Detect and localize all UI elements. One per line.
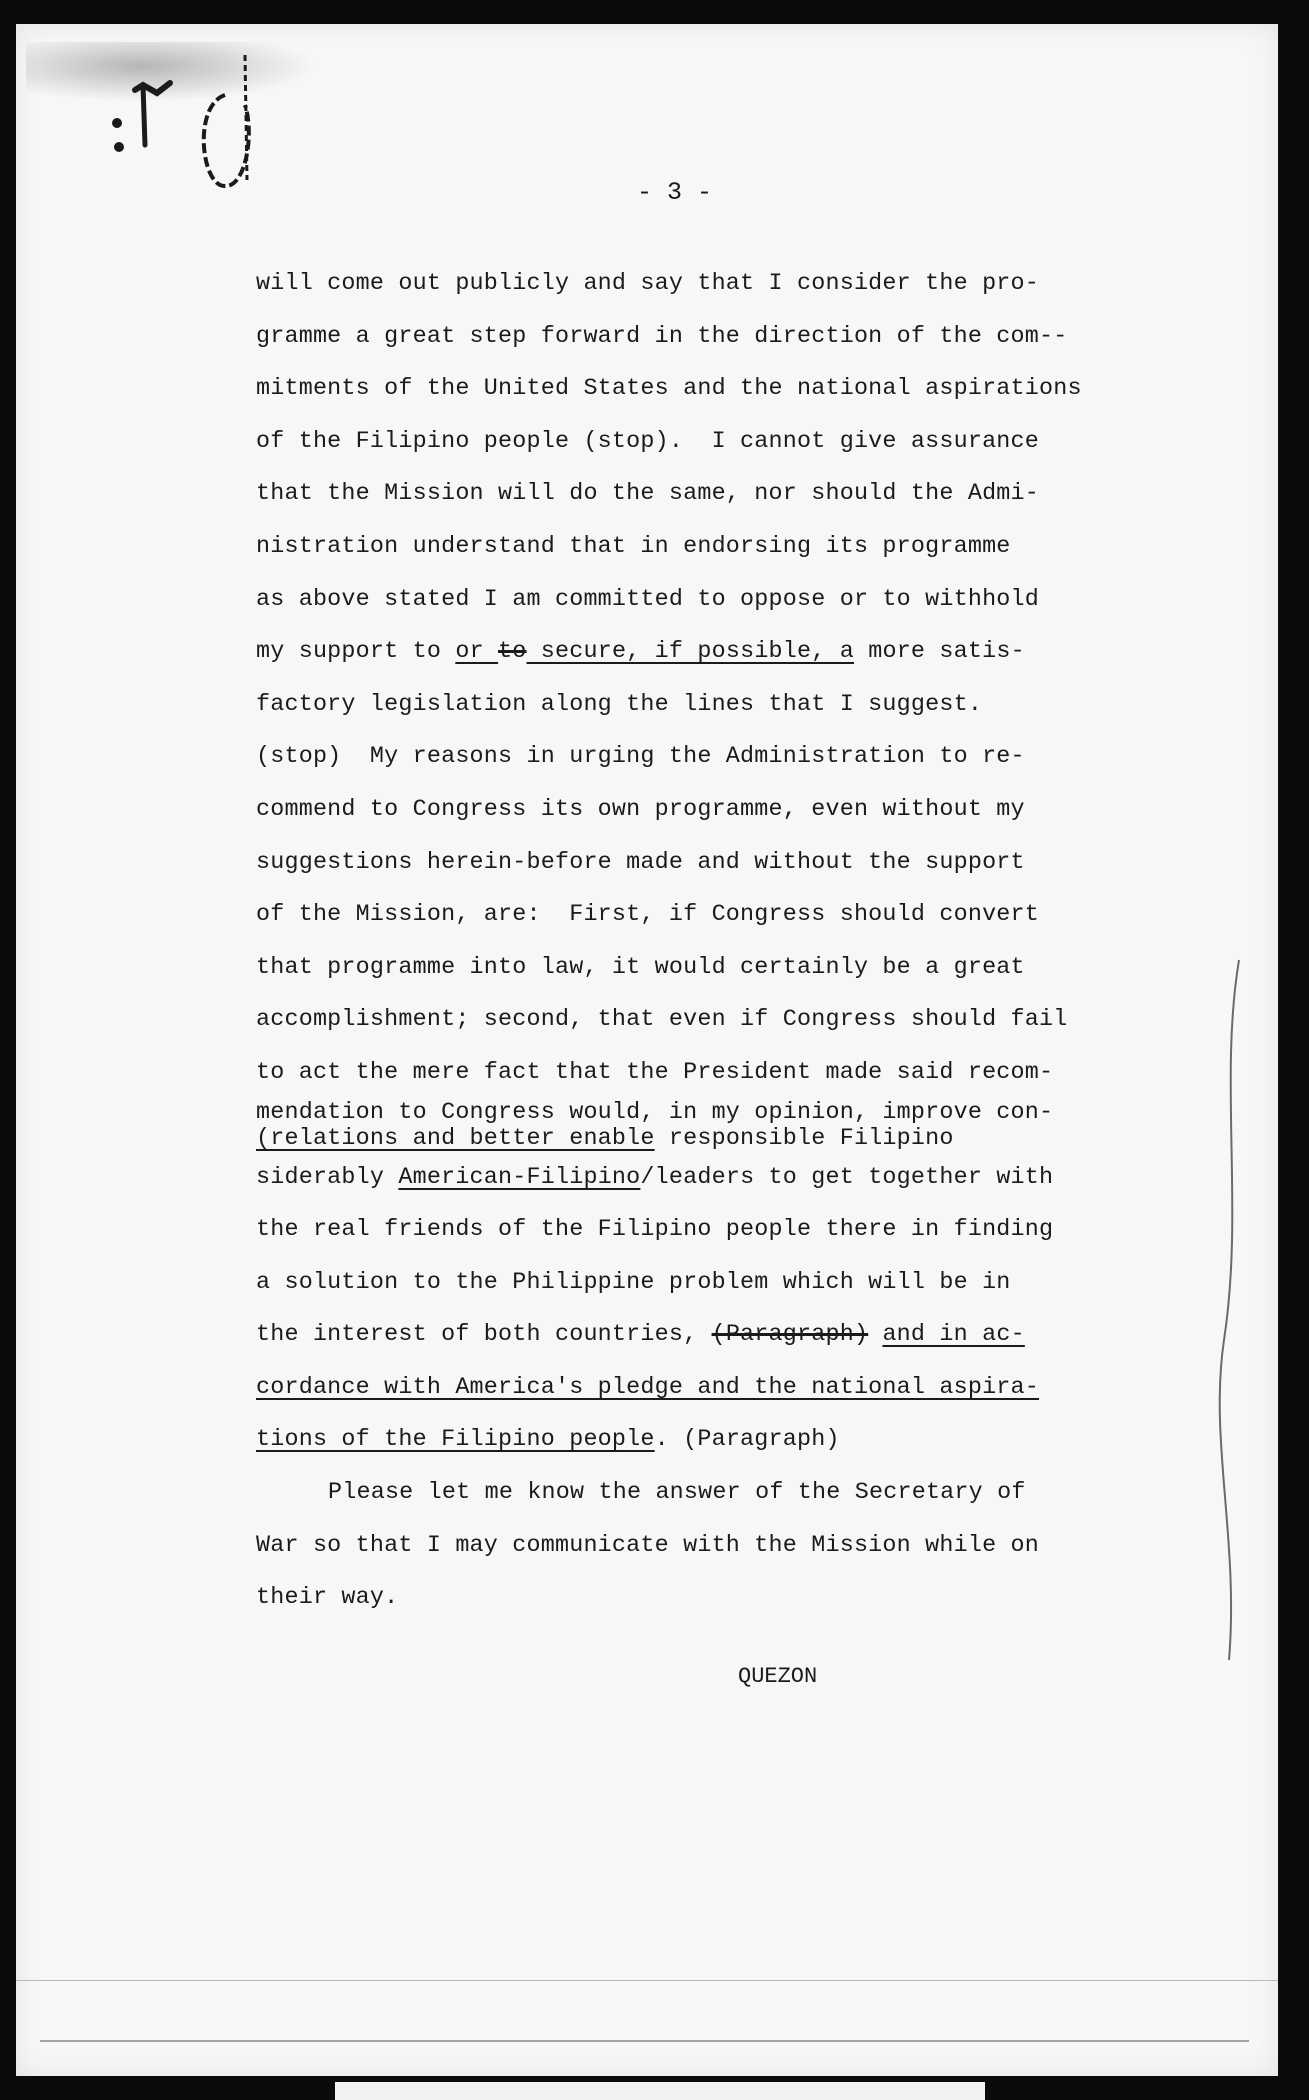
text-segment: (Paragraph) — [711, 1322, 869, 1349]
text-line — [256, 468, 1216, 521]
text-segment: that the Mission will do the same, nor should the Admi- — [256, 481, 1040, 508]
text-line — [256, 574, 1216, 627]
text-line — [256, 521, 1216, 574]
scan-label-area — [335, 2082, 985, 2100]
signature: QUEZON — [738, 1664, 818, 1689]
text-segment: Please let me know the answer of the Secretary of — [328, 1480, 1026, 1507]
text-line — [256, 1047, 1216, 1100]
page-number: - 3 - — [636, 178, 712, 207]
text-line — [256, 363, 1216, 416]
text-segment: (stop) My reasons in urging the Administration to re- — [256, 744, 1025, 771]
text-line — [256, 1126, 1216, 1152]
text-line — [256, 942, 1216, 995]
text-line — [256, 1309, 1216, 1362]
text-segment: their way. — [256, 1585, 399, 1612]
text-segment: that programme into law, it would certainly be a great — [256, 954, 1025, 981]
text-segment: factory legislation along the lines that I suggest. — [256, 691, 983, 718]
handwritten-annotation-mark — [95, 35, 295, 195]
text-segment: (relations and better enable — [256, 1125, 655, 1152]
text-segment: as above stated I am committed to oppose or to withhold — [256, 586, 1040, 613]
text-segment: to — [498, 639, 527, 666]
text-line — [256, 679, 1216, 732]
text-segment: responsible Filipino — [654, 1125, 954, 1152]
text-segment: of the Filipino people (stop). I cannot give assurance — [256, 428, 1040, 455]
text-line — [256, 1204, 1216, 1257]
text-segment: siderably — [256, 1164, 399, 1191]
text-line — [256, 1467, 1216, 1520]
text-segment: . (Paragraph) — [654, 1427, 840, 1454]
text-line — [256, 1100, 1216, 1126]
text-segment: my support to — [256, 639, 456, 666]
text-segment: cordance with America's pledge and the national aspira- — [256, 1374, 1040, 1401]
text-line — [256, 1362, 1216, 1415]
text-line — [256, 626, 1216, 679]
text-segment: tions of the Filipino people — [256, 1427, 655, 1454]
page-bottom-rule — [16, 1980, 1278, 1981]
text-segment: will come out publicly and say that I consider the pro- — [256, 271, 1040, 297]
text-line — [256, 994, 1216, 1047]
text-segment: accomplishment; second, that even if Congress should fail — [256, 1007, 1068, 1034]
scan-bottom-strip — [40, 2040, 1249, 2064]
text-segment: the interest of both countries, — [256, 1322, 712, 1349]
text-segment: nistration understand that in endorsing its programme — [256, 533, 1011, 560]
text-segment: War so that I may communicate with the Mission while on — [256, 1532, 1040, 1559]
text-segment: American-Filipino — [398, 1164, 641, 1191]
text-segment: of the Mission, are: First, if Congress should convert — [256, 902, 1040, 929]
text-line — [256, 1572, 1216, 1625]
text-segment: a solution to the Philippine problem which will be in — [256, 1269, 1011, 1296]
letter-body — [256, 258, 1216, 1625]
text-segment: suggestions herein-before made and without the support — [256, 849, 1025, 876]
text-segment — [868, 1322, 882, 1348]
text-line — [256, 1414, 1216, 1467]
text-segment: gramme a great step forward in the direction of the com-- — [256, 323, 1068, 350]
text-line — [256, 1257, 1216, 1310]
text-line — [256, 1520, 1216, 1573]
margin-pencil-line — [1209, 960, 1249, 1660]
text-line — [256, 416, 1216, 469]
text-line — [256, 889, 1216, 942]
text-segment: or — [455, 639, 499, 666]
text-line — [256, 258, 1216, 311]
text-segment: to act the mere fact that the President made said recom- — [256, 1059, 1054, 1086]
text-segment: commend to Congress its own programme, even without my — [256, 796, 1025, 823]
text-line — [256, 731, 1216, 784]
text-line — [256, 837, 1216, 890]
text-line — [256, 311, 1216, 364]
text-line — [256, 784, 1216, 837]
text-segment: and in ac- — [882, 1322, 1025, 1349]
text-segment: secure, if possible, a — [526, 639, 854, 666]
text-line — [256, 1152, 1216, 1205]
text-segment: mendation to Congress would, in my opinion, improve con- — [256, 1099, 1054, 1126]
text-segment: more satis- — [853, 639, 1025, 666]
text-segment: the real friends of the Filipino people there in finding — [256, 1217, 1054, 1244]
text-segment: /leaders to get together with — [640, 1164, 1054, 1191]
text-segment: mitments of the United States and the national aspirations — [256, 376, 1082, 403]
